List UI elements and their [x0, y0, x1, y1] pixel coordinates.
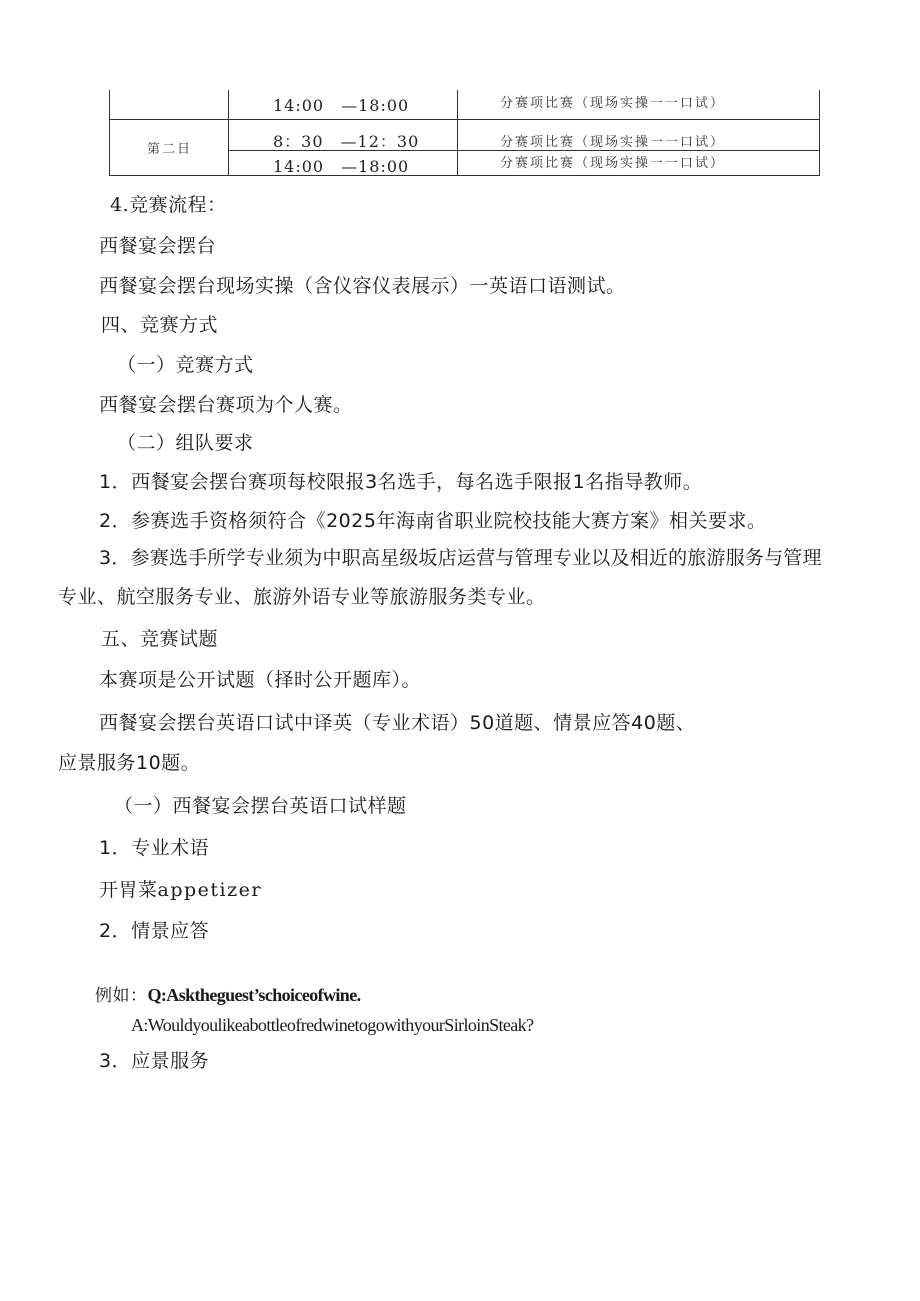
- table-bottom-border: [109, 175, 820, 176]
- section-5-text-1: 本赛项是公开试题（择时公开题库）。: [99, 669, 422, 691]
- table-row-divider: [109, 119, 820, 120]
- item-1-chinese: 开胃菜: [99, 879, 158, 901]
- item-1-title: 1．专业术语: [99, 837, 210, 859]
- schedule-table: [109, 90, 820, 176]
- table-right-border: [819, 90, 820, 176]
- schedule-content: 分赛项比赛（现场实操一一口试）: [500, 96, 726, 111]
- sub-2-title: （二）组队要求: [117, 432, 254, 454]
- sample-title: （一）西餐宴会摆台英语口试样题: [114, 795, 407, 817]
- section-5-text-2-line-1: 西餐宴会摆台英语口试中译英（专业术语）50道题、情景应答40题、: [99, 712, 696, 734]
- flow-heading: 4.竞赛流程：: [110, 194, 227, 216]
- table-col-divider: [228, 90, 229, 176]
- schedule-content: 分赛项比赛（现场实操一一口试）: [500, 135, 726, 150]
- requirement-3-line-1: 3．参赛选手所学专业须为中职高星级坂店运营与管理专业以及相近的旅游服务与管理: [99, 547, 822, 569]
- schedule-time: 14:00 —18:00: [273, 96, 410, 115]
- sub-1-title: （一）竞赛方式: [117, 354, 254, 376]
- schedule-content: 分赛项比赛（现场实操一一口试）: [500, 156, 726, 171]
- requirement-2: 2．参赛选手资格须符合《2025年海南省职业院校技能大赛方案》相关要求。: [99, 510, 767, 532]
- sub-1-text: 西餐宴会摆台赛项为个人赛。: [99, 394, 353, 416]
- requirement-1: 1．西餐宴会摆台赛项每校限报3名选手，每名选手限报1名指导教师。: [99, 471, 703, 493]
- schedule-time: 14:00 —18:00: [273, 157, 410, 176]
- example-line: [95, 981, 361, 1006]
- table-col-divider: [457, 90, 458, 176]
- schedule-time: 8：30 —12：30: [273, 132, 420, 151]
- flow-line-1: 西餐宴会摆台: [99, 235, 217, 257]
- section-4-title: 四、竞赛方式: [101, 314, 219, 336]
- flow-line-2: 西餐宴会摆台现场实操（含仪容仪表展示）一英语口语测试。: [99, 275, 626, 297]
- section-5-title: 五、竞赛试题: [101, 628, 219, 650]
- item-3-title: 3．应景服务: [99, 1050, 210, 1072]
- example-label: 例如：: [95, 986, 148, 1006]
- schedule-day: 第二日: [147, 142, 193, 157]
- section-5-text-2-line-2: 应景服务10题。: [58, 752, 201, 774]
- item-1-english: appetizer: [157, 879, 262, 901]
- example-answer: A:WouldyoulikeabottleofredwinetogowithyourSirloinSteak?: [131, 1015, 534, 1035]
- item-2-title: 2．情景应答: [99, 920, 210, 942]
- requirement-3-line-2: 专业、航空服务专业、旅游外语专业等旅游服务类专业。: [58, 586, 546, 608]
- example-question: Q:Asktheguest’schoiceofwine.: [147, 985, 361, 1005]
- table-left-border: [109, 90, 110, 176]
- item-1-term: [99, 875, 262, 902]
